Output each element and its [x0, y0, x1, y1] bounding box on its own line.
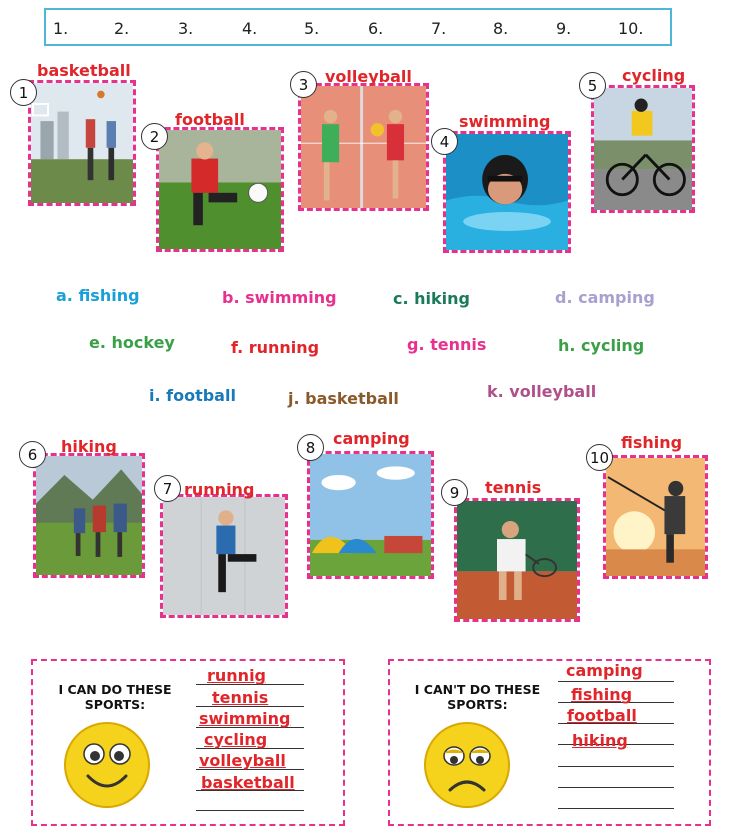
cant-answer: football	[567, 706, 637, 725]
cant-answer: hiking	[572, 731, 628, 750]
option-j: j. basketball	[288, 389, 399, 408]
swimming-photo	[443, 131, 571, 253]
picture-number-badge: 3	[290, 71, 317, 98]
answer-number: 1.	[53, 19, 69, 38]
option-i: i. football	[149, 386, 236, 405]
option-g: g. tennis	[407, 335, 487, 354]
picture-number-badge: 4	[431, 128, 458, 155]
cant-answer: camping	[566, 661, 643, 680]
answer-number-strip	[44, 8, 672, 46]
option-c: c. hiking	[393, 289, 470, 308]
picture-number-badge: 7	[154, 475, 181, 502]
can-answer: runnig	[207, 666, 266, 685]
picture-label: basketball	[37, 61, 131, 80]
option-b: b. swimming	[222, 288, 337, 307]
sad-smiley-icon	[422, 720, 512, 810]
answer-line	[558, 808, 674, 809]
picture-number-badge: 10	[586, 444, 613, 471]
option-a: a. fishing	[56, 286, 140, 305]
picture-label: swimming	[459, 112, 551, 131]
picture-number-badge: 2	[141, 123, 168, 150]
picture-label: football	[175, 110, 245, 129]
can-do-title: I CAN DO THESE SPORTS:	[58, 682, 172, 712]
picture-number-badge: 9	[441, 479, 468, 506]
picture-label: tennis	[485, 478, 542, 497]
running-photo	[160, 494, 288, 618]
picture-number-badge: 8	[297, 434, 324, 461]
answer-number: 6.	[368, 19, 384, 38]
option-e: e. hockey	[89, 333, 175, 352]
cant-do-title: I CAN'T DO THESE SPORTS:	[414, 682, 541, 712]
answer-number: 8.	[493, 19, 509, 38]
can-answer: tennis	[212, 688, 269, 707]
volleyball-photo	[298, 83, 429, 211]
picture-label: fishing	[621, 433, 683, 452]
can-answer: swimming	[199, 709, 291, 728]
picture-label: hiking	[61, 437, 117, 456]
cant-answer: fishing	[571, 685, 633, 704]
answer-number: 10.	[618, 19, 644, 38]
cycling-photo	[591, 85, 695, 213]
answer-number: 7.	[431, 19, 447, 38]
answer-line	[558, 766, 674, 767]
answer-line	[558, 787, 674, 788]
answer-number: 2.	[114, 19, 130, 38]
answer-line	[558, 681, 674, 682]
picture-number-badge: 1	[10, 79, 37, 106]
football-photo	[156, 127, 284, 252]
answer-number: 9.	[556, 19, 572, 38]
tennis-photo	[454, 498, 580, 622]
option-f: f. running	[231, 338, 320, 357]
can-answer: cycling	[204, 730, 268, 749]
picture-label: running	[184, 480, 255, 499]
answer-number: 5.	[304, 19, 320, 38]
hiking-photo	[33, 453, 145, 578]
happy-smiley-icon	[62, 720, 152, 810]
picture-label: cycling	[622, 66, 686, 85]
picture-number-badge: 6	[19, 441, 46, 468]
can-answer: volleyball	[199, 751, 286, 770]
answer-number: 3.	[178, 19, 194, 38]
option-d: d. camping	[555, 288, 655, 307]
picture-label: camping	[333, 429, 410, 448]
option-h: h. cycling	[558, 336, 645, 355]
picture-number-badge: 5	[579, 72, 606, 99]
option-k: k. volleyball	[487, 382, 597, 401]
answer-number: 4.	[242, 19, 258, 38]
picture-label: volleyball	[325, 67, 412, 86]
fishing-photo	[603, 455, 708, 579]
can-answer: basketball	[201, 773, 295, 792]
basketball-photo	[28, 80, 136, 206]
camping-photo	[307, 451, 434, 579]
answer-line	[196, 810, 304, 811]
